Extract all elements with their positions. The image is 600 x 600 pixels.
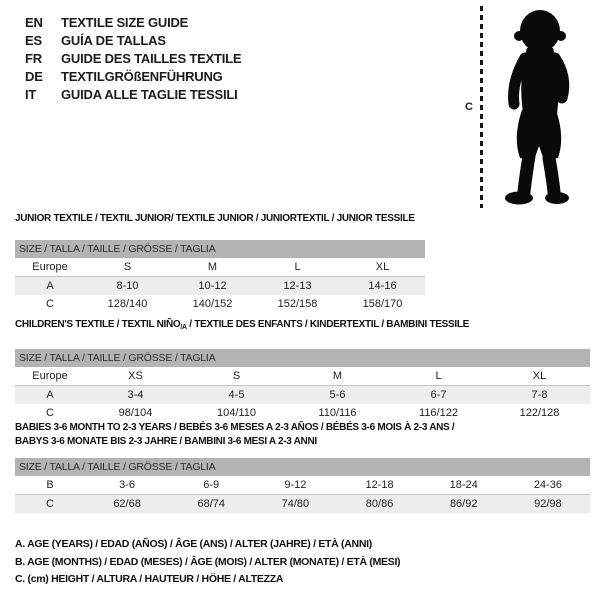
cell-value: 24-36 xyxy=(533,479,562,491)
height-dashed-line xyxy=(480,6,483,208)
cell-value: 98/104 xyxy=(118,407,153,419)
cell-value: 68/74 xyxy=(169,495,253,514)
language-code: ES xyxy=(25,32,42,48)
table-header-bar xyxy=(15,458,590,476)
row-label: C xyxy=(46,298,54,310)
language-label: TEXTILE SIZE GUIDE xyxy=(61,14,189,30)
junior-size-table xyxy=(15,240,425,313)
cell-value: 6-9 xyxy=(203,479,220,491)
babies-title-line1: BABIES 3-6 MONTH TO 2-3 YEARS / BEBÉS 3-6 MESES A 2-3 AÑOS / BÉBÉS 3-6 MOIS À 2-3 ANS / xyxy=(15,422,455,433)
cell-value: 158/170 xyxy=(362,298,403,310)
column-header: S xyxy=(123,261,132,273)
junior-section xyxy=(15,212,425,313)
children-title-post: / TEXTILE DES ENFANTS / KINDERTEXTIL / BAMBINI TESSILE xyxy=(186,319,470,330)
children-size-table xyxy=(15,349,590,422)
language-code: DE xyxy=(25,68,43,84)
children-section-title xyxy=(15,318,590,335)
table-header-bar xyxy=(15,349,590,367)
cell-value: 122/128 xyxy=(519,407,560,419)
cell-value: 18-24 xyxy=(449,479,478,491)
cell-value: 10-12 xyxy=(170,277,255,296)
language-row-fr xyxy=(25,49,241,67)
cell-value: 128/140 xyxy=(107,298,148,310)
cell-value: 12-18 xyxy=(365,479,394,491)
cell-value: 12-13 xyxy=(255,277,340,296)
babies-section xyxy=(15,421,590,513)
row-label: A xyxy=(15,277,85,296)
column-header: L xyxy=(294,261,301,273)
cell-value: 116/122 xyxy=(419,407,458,419)
table-row-height xyxy=(15,404,590,422)
table-row-age-months xyxy=(15,476,590,495)
row-label: B xyxy=(46,479,54,491)
cell-value: 92/98 xyxy=(506,495,590,514)
language-row-en xyxy=(25,13,241,31)
language-row-es xyxy=(25,31,241,49)
column-header: M xyxy=(332,370,343,382)
junior-section-title: JUNIOR TEXTILE / TEXTIL JUNIOR/ TEXTILE JUNIOR / JUNIORTEXTIL / JUNIOR TESSILE xyxy=(15,213,415,224)
table-row-height xyxy=(15,295,425,313)
cell-value: 62/68 xyxy=(85,495,169,514)
cell-value: 4-5 xyxy=(186,386,287,405)
cell-value: 8-10 xyxy=(85,277,170,296)
row-label: C xyxy=(46,407,54,419)
language-label: GUÍA DE TALLAS xyxy=(61,32,166,48)
cell-value: 152/158 xyxy=(277,298,318,310)
cell-value: 5-6 xyxy=(287,386,388,405)
column-header-row xyxy=(15,258,425,277)
children-title-pre: CHILDREN'S TEXTILE / TEXTIL NIÑO xyxy=(15,319,181,330)
footnote-c: C. (cm) HEIGHT / ALTURA / HAUTEUR / HÖHE / ALTEZZA xyxy=(15,573,284,585)
column-header: XL xyxy=(532,370,547,382)
footnote-b: B. AGE (MONTHS) / EDAD (MESES) / ÂGE (MOIS) / ALTER (MONATE) / ETÀ (MESI) xyxy=(15,555,401,568)
cell-value: 110/116 xyxy=(318,407,357,419)
babies-title-line2: BABYS 3-6 MONATE BIS 2-3 JAHRE / BAMBINI 3-6 MESI A 2-3 ANNI xyxy=(15,436,317,447)
children-title-subscript: /A xyxy=(180,324,187,331)
row-label: C xyxy=(15,495,85,514)
language-row-it xyxy=(25,85,241,103)
babies-section-title xyxy=(15,421,590,449)
language-label: GUIDA ALLE TAGLIE TESSILI xyxy=(61,86,238,102)
column-header-row xyxy=(15,367,590,386)
cell-value: 14-16 xyxy=(340,277,425,296)
column-header: XS xyxy=(128,370,143,382)
language-code: FR xyxy=(25,50,42,66)
table-row-height xyxy=(15,495,590,514)
table-header-label: SIZE / TALLA / TAILLE / GRÖSSE / TAGLIA xyxy=(15,458,590,476)
cell-value: 9-12 xyxy=(284,479,307,491)
table-header-bar xyxy=(15,240,425,258)
height-measure-label: C xyxy=(465,100,473,113)
cell-value: 80/86 xyxy=(337,495,421,514)
children-section xyxy=(15,318,590,422)
cell-value: 6-7 xyxy=(388,386,489,405)
column-header: Europe xyxy=(32,261,68,273)
language-label: TEXTILGRÖßENFÜHRUNG xyxy=(61,68,223,84)
toddler-silhouette-icon xyxy=(494,6,586,208)
row-label: A xyxy=(15,386,85,405)
cell-value: 104/110 xyxy=(217,407,256,419)
column-header: M xyxy=(207,261,218,273)
cell-value: 3-6 xyxy=(119,479,136,491)
babies-size-table xyxy=(15,458,590,513)
cell-value: 86/92 xyxy=(422,495,506,514)
language-label: GUIDE DES TAILLES TEXTILE xyxy=(61,50,242,66)
column-header: XL xyxy=(375,261,390,273)
language-code: EN xyxy=(25,14,43,30)
height-figure xyxy=(465,6,586,208)
language-code: IT xyxy=(25,86,37,102)
table-row-age xyxy=(15,386,590,405)
cell-value: 3-4 xyxy=(85,386,186,405)
table-row-age xyxy=(15,277,425,296)
column-header: S xyxy=(232,370,241,382)
language-row-de xyxy=(25,67,241,85)
cell-value: 7-8 xyxy=(489,386,590,405)
cell-value: 140/152 xyxy=(192,298,233,310)
cell-value: 74/80 xyxy=(253,495,337,514)
footnote-a: A. AGE (YEARS) / EDAD (AÑOS) / ÂGE (ANS) / ALTER (JAHRE) / ETÀ (ANNI) xyxy=(15,538,372,550)
column-header: Europe xyxy=(32,370,68,382)
column-header: L xyxy=(435,370,442,382)
table-header-label: SIZE / TALLA / TAILLE / GRÖSSE / TAGLIA xyxy=(15,349,590,367)
footnote-legend xyxy=(15,536,400,589)
table-header-label: SIZE / TALLA / TAILLE / GRÖSSE / TAGLIA xyxy=(15,240,425,258)
language-list xyxy=(25,13,241,103)
